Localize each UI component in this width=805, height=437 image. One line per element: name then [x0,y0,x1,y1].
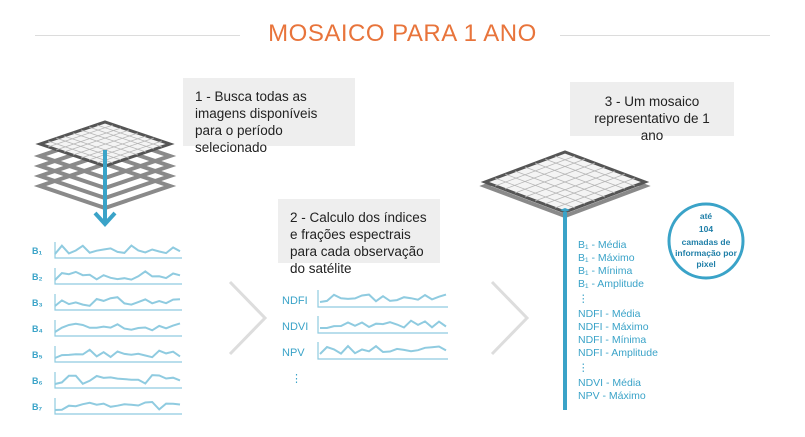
band-label: B₅ [32,350,43,360]
index-axis [318,290,448,307]
band-series [32,242,182,415]
output-list-dots: ⋮ [578,362,589,374]
badge-line-4: informação por [675,248,737,258]
band-axis [55,242,182,258]
badge-line-2: 104 [698,224,714,234]
badge-line-3: camadas de [681,237,731,247]
band-label: B₃ [32,298,43,308]
output-item: NDFI - Mínima [578,334,647,346]
output-item: B₁ - Máximo [578,252,635,264]
band-series-line [55,297,180,306]
chevron-right-icon-2 [492,282,527,354]
output-item: NDFI - Média [578,308,641,320]
index-more-dots: ⋮ [291,373,302,385]
band-label: B₇ [32,402,43,412]
layers-badge [669,204,743,278]
band-series-line [55,402,180,410]
index-series [282,290,448,359]
band-series-line [55,375,180,384]
band-label: B₄ [32,324,43,334]
step3-box: 3 - Um mosaico representativo de 1 ano [570,82,734,136]
badge-line-1: até [699,211,713,221]
output-item: B₁ - Média [578,239,627,251]
step2-box: 2 - Calculo dos índices e frações espectrais para cada observação do satélite [278,199,440,263]
output-layer-list [578,239,658,402]
index-label: NDVI [282,321,309,333]
index-series-line [320,346,446,354]
band-series-line [55,271,180,280]
index-label: NPV [282,347,305,359]
band-label: B₁ [32,246,43,256]
band-axis [55,268,182,284]
index-series-line [320,321,446,328]
index-label: NDFI [282,295,308,307]
output-item: NDFI - Amplitude [578,347,658,359]
output-list-dots: ⋮ [578,293,589,305]
band-axis [55,372,182,388]
mosaic-grid-icon [485,152,645,216]
output-item: NPV - Máximo [578,390,646,402]
step1-box: 1 - Busca todas as imagens disponíveis para o período selecionado [183,78,355,146]
band-series-line [55,246,180,254]
output-item: B₁ - Amplitude [578,278,644,290]
band-series-line [55,323,180,332]
band-label: B₆ [32,376,43,386]
chevron-right-icon-1 [230,282,265,354]
index-series-line [320,295,446,302]
output-item: B₁ - Mínima [578,265,633,277]
output-item: NDFI - Máximo [578,321,649,333]
output-item: NDVI - Média [578,377,642,389]
band-series-line [55,350,180,358]
page-title: MOSAICO PARA 1 ANO [268,20,537,47]
band-label: B₂ [32,272,43,282]
badge-line-5: pixel [696,259,716,269]
